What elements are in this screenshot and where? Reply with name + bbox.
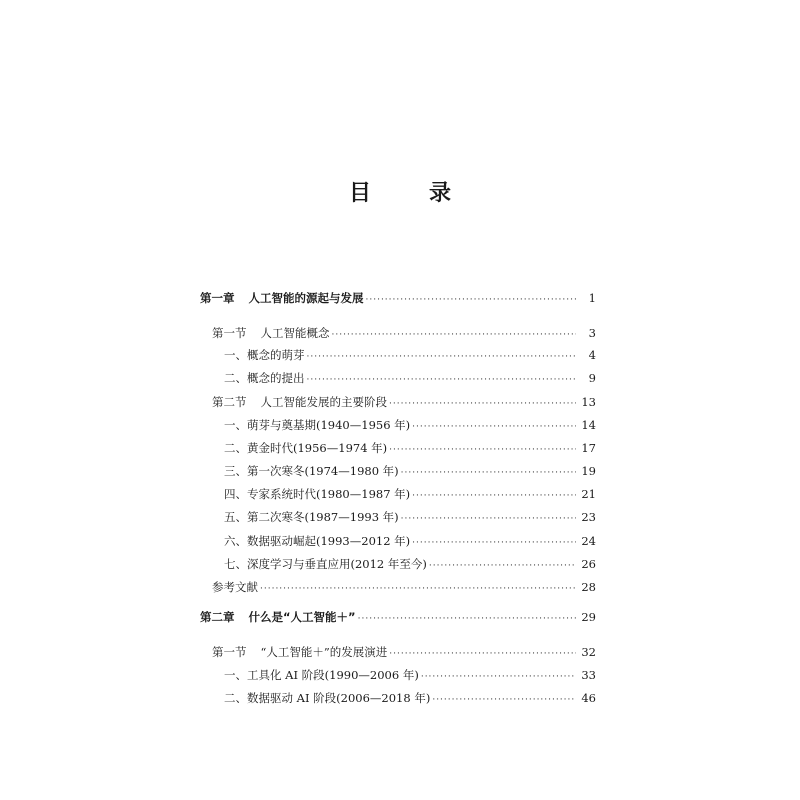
toc-entry-number: 第一节 bbox=[212, 645, 247, 659]
toc-page-number: 23 bbox=[581, 510, 596, 524]
page-title: 目 录 bbox=[348, 181, 469, 206]
toc-page-number: 17 bbox=[581, 441, 596, 455]
toc-entry-label bbox=[224, 348, 305, 362]
toc-entry-label bbox=[224, 464, 399, 478]
toc-page-number: 4 bbox=[588, 348, 596, 362]
toc-entry-number: 第二章 bbox=[200, 610, 235, 624]
toc-page-number: 19 bbox=[581, 464, 596, 478]
toc-item-entry bbox=[224, 487, 596, 503]
toc-dot-leader bbox=[401, 512, 576, 526]
toc-item-entry bbox=[224, 348, 596, 364]
toc-dot-leader bbox=[421, 670, 576, 684]
toc-item-entry bbox=[224, 557, 596, 573]
toc-page-number: 46 bbox=[581, 691, 596, 705]
toc-entry-number: 第一节 bbox=[212, 326, 247, 340]
toc-dot-leader bbox=[332, 328, 577, 342]
toc-entry-label bbox=[224, 487, 410, 501]
toc-section-entry bbox=[212, 580, 596, 596]
toc-entry-label bbox=[212, 645, 387, 659]
toc-entry-number: 第一章 bbox=[200, 291, 235, 305]
toc-entry-title: “人工智能＋”的发展演进 bbox=[260, 645, 388, 659]
toc-entry-number: 第二节 bbox=[212, 395, 247, 409]
toc-section-entry bbox=[212, 645, 596, 661]
toc-entry-title: 四、专家系统时代(1980—1987 年) bbox=[224, 487, 411, 501]
toc-entry-title: 一、萌芽与奠基期(1940—1956 年) bbox=[224, 418, 411, 432]
toc-entry-title: 五、第二次寒冬(1987—1993 年) bbox=[224, 510, 399, 524]
toc-entry-title: 人工智能概念 bbox=[260, 326, 330, 340]
toc-entry-title: 二、黄金时代(1956—1974 年) bbox=[224, 441, 388, 455]
toc-entry-title: 二、概念的提出 bbox=[224, 371, 305, 385]
toc-page-number: 26 bbox=[581, 557, 596, 571]
toc-entry-label bbox=[212, 395, 387, 409]
toc-dot-leader bbox=[412, 536, 576, 550]
toc-entry-title: 七、深度学习与垂直应用(2012 年至今) bbox=[224, 557, 427, 571]
toc-dot-leader bbox=[412, 420, 576, 434]
toc-page-number: 32 bbox=[581, 645, 596, 659]
toc-section-entry bbox=[212, 395, 596, 411]
toc-entry-title: 人工智能发展的主要阶段 bbox=[260, 395, 387, 409]
toc-item-entry bbox=[224, 464, 596, 480]
toc-page-number: 21 bbox=[581, 487, 596, 501]
toc-dot-leader bbox=[389, 647, 576, 661]
toc-item-entry bbox=[224, 668, 596, 684]
toc-dot-leader bbox=[358, 612, 576, 626]
toc-dot-leader bbox=[401, 466, 576, 480]
toc-page-number: 29 bbox=[581, 610, 596, 624]
toc-page-number: 13 bbox=[581, 395, 596, 409]
toc-page-number: 9 bbox=[588, 371, 596, 385]
toc-entry-title: 六、数据驱动崛起(1993—2012 年) bbox=[224, 534, 411, 548]
toc-item-entry bbox=[224, 371, 596, 387]
toc-entry-title: 一、概念的萌芽 bbox=[224, 348, 305, 362]
toc-dot-leader bbox=[432, 693, 576, 707]
toc-entry-title: 一、工具化 AI 阶段(1990—2006 年) bbox=[224, 668, 419, 682]
toc-dot-leader bbox=[389, 397, 576, 411]
toc-entry-title: 三、第一次寒冬(1974—1980 年) bbox=[224, 464, 399, 478]
toc-entry-label bbox=[212, 580, 258, 594]
toc-entry-label bbox=[224, 510, 399, 524]
toc-chapter-entry bbox=[200, 610, 596, 626]
toc-entry-label bbox=[224, 668, 419, 682]
toc-item-entry bbox=[224, 510, 596, 526]
toc-dot-leader bbox=[412, 489, 576, 503]
toc-dot-leader bbox=[366, 293, 577, 307]
toc-page-number: 33 bbox=[581, 668, 596, 682]
toc-page-number: 3 bbox=[588, 326, 596, 340]
toc-chapter-entry bbox=[200, 291, 596, 307]
toc-dot-leader bbox=[429, 559, 576, 573]
toc-entry-label bbox=[200, 291, 364, 305]
toc-item-entry bbox=[224, 691, 596, 707]
toc-page-number: 24 bbox=[581, 534, 596, 548]
toc-item-entry bbox=[224, 441, 596, 457]
toc-entry-label bbox=[224, 534, 410, 548]
toc-entry-label bbox=[224, 418, 410, 432]
toc-dot-leader bbox=[260, 582, 576, 596]
toc-entry-label bbox=[224, 371, 305, 385]
toc-entry-label bbox=[224, 441, 387, 455]
toc-item-entry bbox=[224, 418, 596, 434]
toc-entry-label bbox=[224, 691, 430, 705]
toc-entry-title: 什么是“人工智能＋” bbox=[248, 610, 356, 624]
toc-section-entry bbox=[212, 326, 596, 342]
toc-entry-title: 人工智能的源起与发展 bbox=[248, 291, 364, 305]
toc-item-entry bbox=[224, 534, 596, 550]
toc-page-number: 1 bbox=[588, 291, 596, 305]
toc-dot-leader bbox=[307, 350, 577, 364]
toc-dot-leader bbox=[307, 373, 577, 387]
toc-entry-label bbox=[212, 326, 330, 340]
toc-entry-title: 参考文献 bbox=[212, 580, 258, 594]
toc-dot-leader bbox=[389, 443, 576, 457]
toc-page-number: 14 bbox=[581, 418, 596, 432]
toc-entry-title: 二、数据驱动 AI 阶段(2006—2018 年) bbox=[224, 691, 431, 705]
toc-entry-label bbox=[200, 610, 356, 624]
toc-page-number: 28 bbox=[581, 580, 596, 594]
toc-entry-label bbox=[224, 557, 427, 571]
